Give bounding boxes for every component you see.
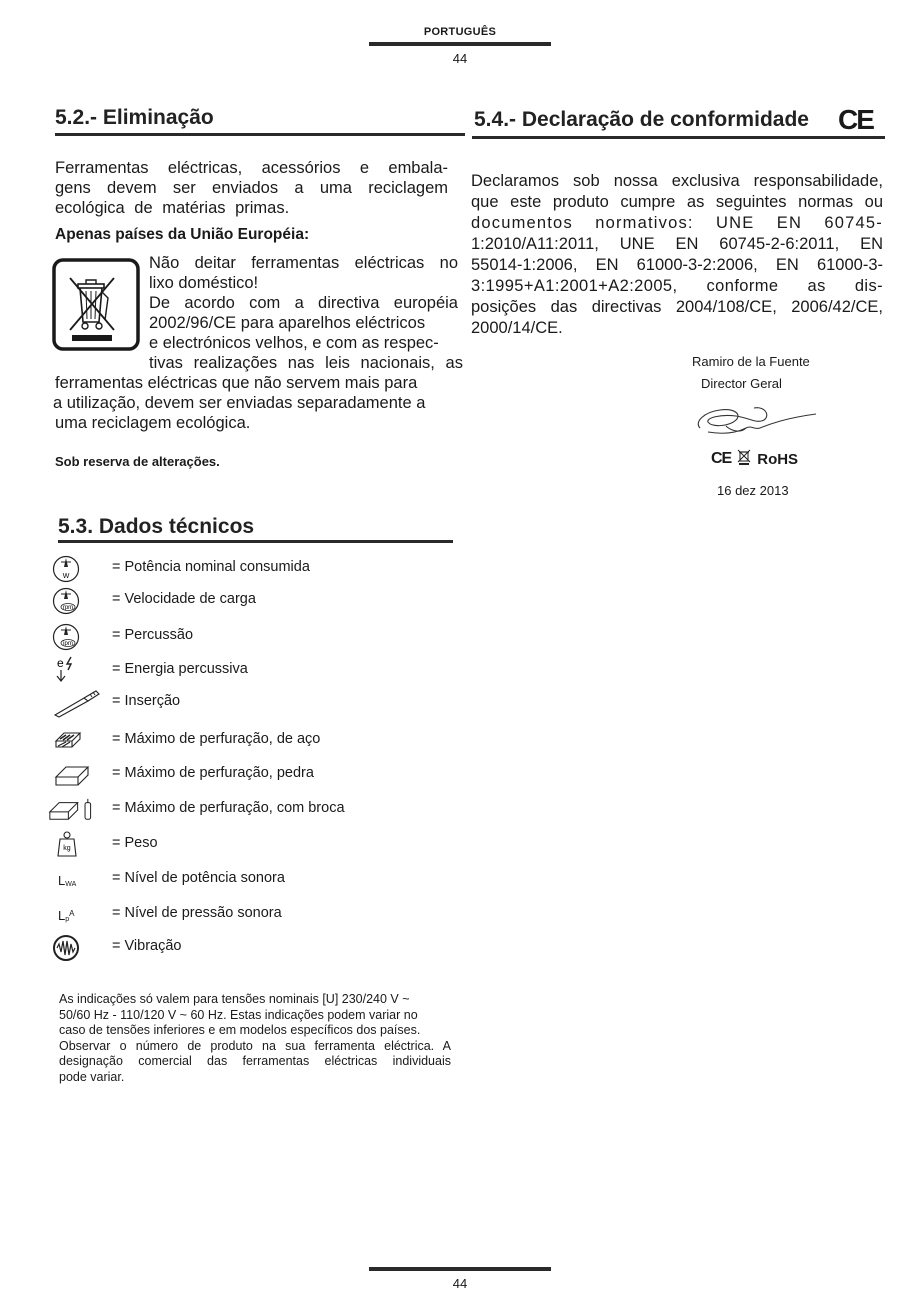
weee-line-9: uma reciclagem ecológica. xyxy=(55,414,251,432)
section-54-rule xyxy=(472,136,885,139)
reserve-note: Sob reserva de alterações. xyxy=(55,454,220,469)
legend-label-percussion: = Percussão xyxy=(112,627,194,643)
legend-label-weight: = Peso xyxy=(112,835,158,851)
section-52-rule xyxy=(55,133,465,136)
sound-power-icon: L WA xyxy=(58,872,77,888)
vibration-icon xyxy=(52,933,102,963)
weight-icon xyxy=(52,830,102,860)
legend-label-stone: = Máximo de perfuração, pedra xyxy=(112,765,314,781)
legend-label-speed: = Velocidade de carga xyxy=(112,591,256,607)
ce-small-icon: CE xyxy=(711,450,732,467)
legend-row-insertion xyxy=(46,688,466,718)
voltage-note-line-4: Observar o número de produto na sua ferramenta eléctrica. A xyxy=(59,1038,451,1053)
energy-symbol: e xyxy=(57,656,64,670)
weee-line-2: lixo doméstico! xyxy=(149,274,259,292)
weee-line-8: a utilização, devem ser enviadas separadamente a xyxy=(53,394,426,412)
voltage-note-line-2: 50/60 Hz - 110/120 V ~ 60 Hz. Estas indicações podem variar no xyxy=(59,1007,418,1022)
rohs-icon: RoHS xyxy=(757,450,799,468)
legend-label-sound-power: = Nível de potência sonora xyxy=(112,870,285,886)
declaration-date: 16 dez 2013 xyxy=(717,483,789,498)
legend-label-steel: = Máximo de perfuração, de aço xyxy=(112,731,321,747)
certification-marks xyxy=(711,448,811,470)
section-54-title: 5.4.- Declaração de conformidade xyxy=(474,108,809,131)
weee-line-3: De acordo com a directiva européia xyxy=(149,294,458,312)
voltage-note-line-1: As indicações só valem para tensões nominais [U] 230/240 V ~ xyxy=(59,992,410,1006)
legend-row-weight xyxy=(46,830,466,860)
signatory-name: Ramiro de la Fuente xyxy=(692,354,810,369)
legend-row-vibration xyxy=(46,933,466,963)
power-symbol: W xyxy=(62,573,70,580)
power-watt-icon xyxy=(52,554,102,584)
section-52-intro-line-1: Ferramentas eléctricas, acessórios e embala- xyxy=(55,159,448,177)
legend-row-energy xyxy=(46,654,466,684)
legend-label-power: = Potência nominal consumida xyxy=(112,559,310,575)
page-number-bottom: 44 xyxy=(452,1276,468,1291)
section-52-intro-line-2: gens devem ser enviados a uma reciclagem xyxy=(55,179,448,197)
legend-row-percussion xyxy=(46,622,466,652)
steel-drilling-icon xyxy=(52,726,102,756)
section-53-rule xyxy=(58,540,453,543)
legend-label-vibration: = Vibração xyxy=(112,938,182,954)
declaration-line-8: 2000/14/CE. xyxy=(471,319,563,337)
section-52-title: 5.2.- Eliminação xyxy=(55,106,214,129)
declaration-line-1: Declaramos sob nossa exclusiva responsabilidade, xyxy=(471,172,883,190)
declaration-line-3: documentos normativos: UNE EN 60745- xyxy=(471,214,883,232)
page-number-top: 44 xyxy=(452,51,468,66)
stone-drilling-icon xyxy=(52,760,102,790)
weee-line-1: Não deitar ferramentas eléctricas no xyxy=(149,254,458,272)
legend-row-steel xyxy=(46,726,466,756)
footer-rule xyxy=(369,1267,551,1271)
percussion-rpm-icon xyxy=(52,622,102,652)
legend-row-speed xyxy=(46,586,466,616)
declaration-line-7: posições das directivas 2004/108/CE, 2006/42/CE, xyxy=(471,298,883,316)
voltage-note-line-5: designação comercial das ferramentas eléctricas individuais xyxy=(59,1054,451,1068)
eu-heading: Apenas países da União Européia: xyxy=(55,226,310,243)
legend-label-insertion: = Inserção xyxy=(112,693,181,709)
speed-symbol: rpm xyxy=(62,605,74,611)
declaration-line-5: 55014-1:2006, EN 61000-3-2:2006, EN 61000-3- xyxy=(471,256,883,274)
legend-row-corebit xyxy=(46,795,466,825)
signatory-title: Director Geral xyxy=(701,376,782,391)
weee-small-icon xyxy=(737,449,751,470)
load-speed-rpm-icon xyxy=(52,586,102,616)
voltage-note-line-3: caso de tensões inferiores e em modelos específicos dos países. xyxy=(59,1023,421,1037)
weee-line-6: tivas realizações nas leis nacionais, as xyxy=(149,354,463,372)
declaration-line-4: 1:2010/A11:2011, UNE EN 60745-2-6:2011, EN xyxy=(471,235,883,253)
legend-row-sound-power xyxy=(46,865,466,895)
legend-label-sound-pressure: = Nível de pressão sonora xyxy=(112,905,282,921)
legend-label-corebit: = Máximo de perfuração, com broca xyxy=(112,800,345,816)
weee-bin-icon xyxy=(52,258,140,351)
percussion-symbol: ipm xyxy=(63,641,73,647)
weight-symbol: kg xyxy=(63,845,71,852)
section-52-intro-line-3: ecológica de matérias primas. xyxy=(55,199,290,217)
legend-row-sound-pressure xyxy=(46,900,466,930)
ce-mark-icon: CE xyxy=(838,104,873,135)
declaration-line-2: que este produto cumpre as seguintes normas ou xyxy=(471,193,883,211)
legend-row-power xyxy=(46,554,466,584)
language-label: PORTUGUÊS xyxy=(423,26,497,38)
impact-energy-icon xyxy=(52,654,102,684)
legend-label-energy: = Energia percussiva xyxy=(112,661,248,677)
signature-image xyxy=(690,398,820,442)
voltage-note-line-6: pode variar. xyxy=(59,1069,125,1084)
insertion-icon xyxy=(52,688,102,718)
header-rule xyxy=(369,42,551,46)
sound-pressure-icon: L p A xyxy=(58,907,75,923)
core-bit-drilling-icon xyxy=(48,795,98,825)
weee-line-7: ferramentas eléctricas que não servem mais para xyxy=(55,374,418,392)
weee-line-5: e electrónicos velhos, e com as respec- xyxy=(149,334,439,352)
legend-row-stone xyxy=(46,760,466,790)
weee-line-4: 2002/96/CE para aparelhos eléctricos xyxy=(149,314,426,332)
declaration-line-6: 3:1995+A1:2001+A2:2005, conforme as dis- xyxy=(471,277,883,295)
section-53-title: 5.3. Dados técnicos xyxy=(58,515,255,538)
